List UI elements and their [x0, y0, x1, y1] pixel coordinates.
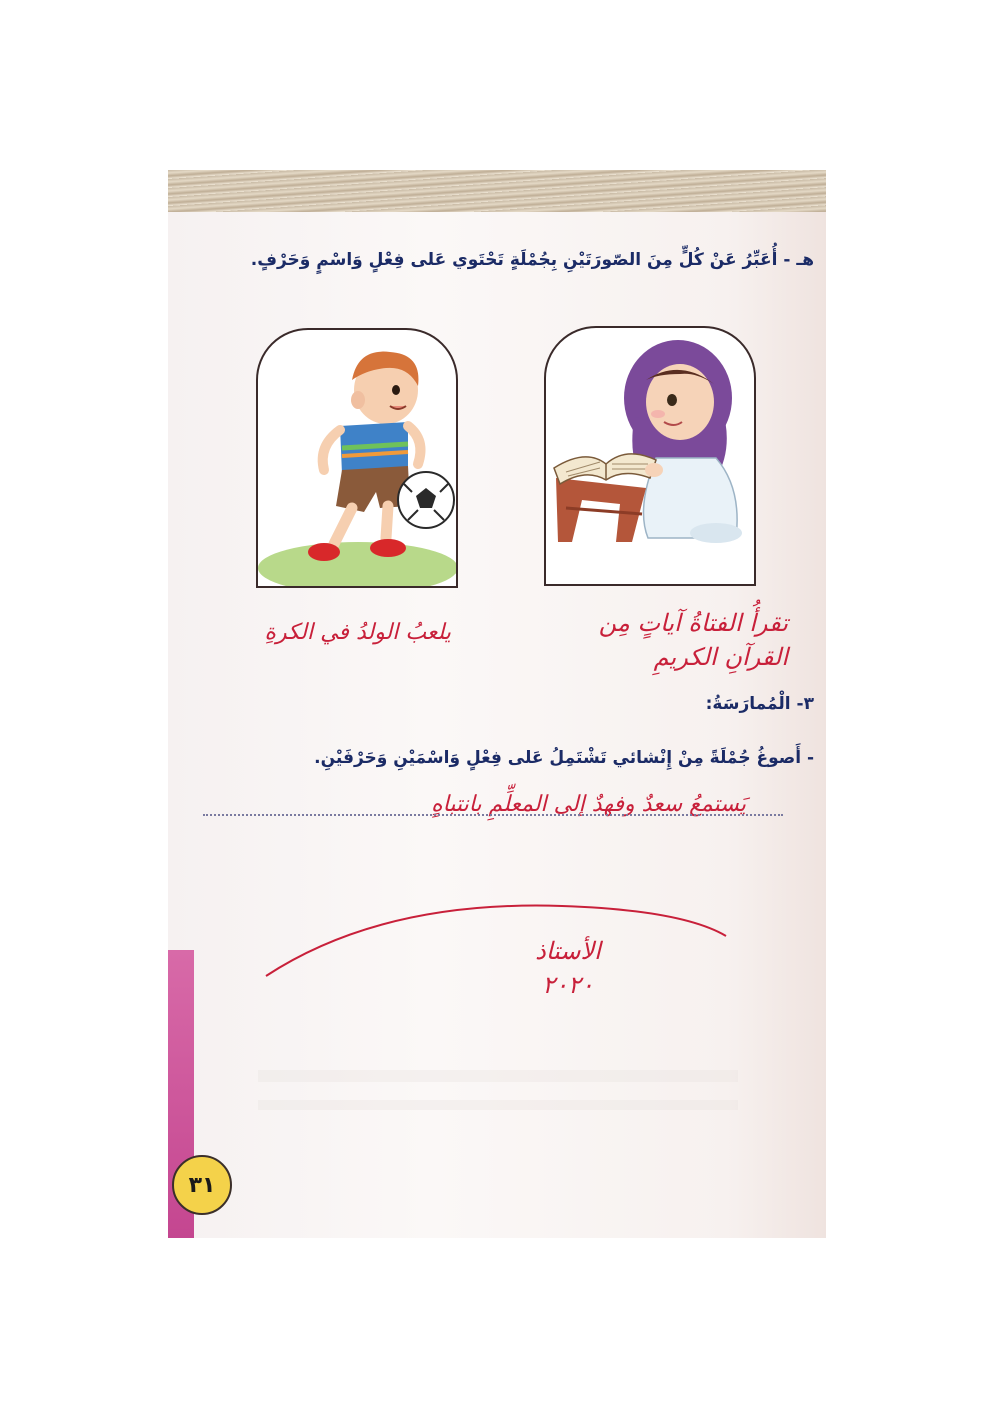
signature-year: ٢٠٢٠ — [542, 971, 594, 999]
page-top-edge — [168, 170, 826, 212]
girl-sentence-answer: تقرأُ الفتاةُ آياتٍ مِن القرآنِ الكريمِ — [598, 609, 788, 671]
answer-dotted-line — [203, 814, 783, 816]
boy-sentence-answer: يلعبُ الولدُ في الكرةِ — [264, 620, 451, 645]
exercise-instruction: هـ - أُعَبِّرُ عَنْ كُلٍّ مِنَ الصّورَتَيْنِ بِجُمْلَةٍ تَحْتَوي عَلى فِعْلٍ وَاسْمٍ وَحَرْفٍ. — [250, 250, 814, 270]
signature-name: الأستاذ — [535, 937, 601, 965]
girl-reading-quran-image — [544, 326, 756, 586]
workbook-page — [168, 170, 826, 1238]
teacher-signature — [448, 934, 688, 1002]
page-number-badge: ٣١ — [172, 1155, 232, 1215]
faded-text-line — [258, 1100, 738, 1110]
practice-answer: يَستمعُ سعدٌ وفهدٌ إلى المعلِّمِ بانتباهٍ — [431, 792, 746, 817]
boy-playing-football-image — [256, 328, 458, 588]
practice-heading: ٣- الْمُمارَسَةُ: — [705, 694, 814, 714]
faded-text-line — [258, 1070, 738, 1082]
practice-instruction: - أَصوغُ جُمْلَةً مِنْ إِنْشائي تَشْتَمِلُ عَلى فِعْلٍ وَاسْمَيْنِ وَحَرْفَيْنِ. — [314, 748, 814, 768]
